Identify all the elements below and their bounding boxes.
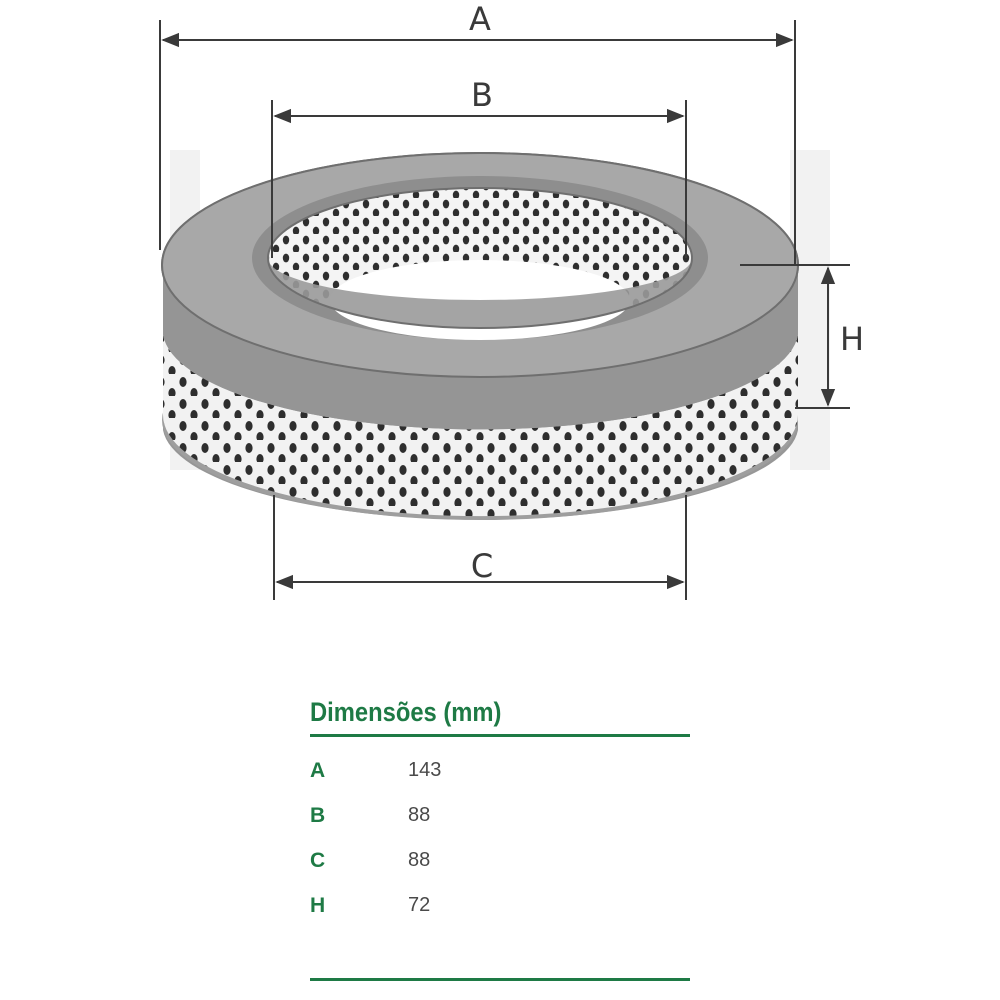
table-row [310, 847, 690, 892]
dimension-h-label: H [839, 320, 865, 358]
row-value: 88 [408, 804, 431, 826]
row-value: 143 [408, 759, 442, 781]
table-row [310, 802, 690, 847]
table-rows [310, 757, 690, 937]
table-row [310, 892, 690, 937]
row-value: 88 [408, 849, 431, 871]
dimension-a-label: A [469, 0, 491, 38]
row-key: B [310, 804, 326, 827]
table-row [310, 757, 690, 802]
dimension-b-label: B [471, 76, 493, 114]
table-top-rule [310, 734, 690, 737]
row-key: C [310, 849, 326, 872]
row-key: H [310, 894, 326, 917]
dimensions-table [310, 690, 690, 937]
table-title: Dimensões (mm) [310, 697, 502, 727]
row-key: A [310, 759, 326, 782]
table-bottom-rule [310, 978, 690, 981]
row-value: 72 [408, 894, 431, 916]
dimension-c-label: C [470, 547, 494, 585]
